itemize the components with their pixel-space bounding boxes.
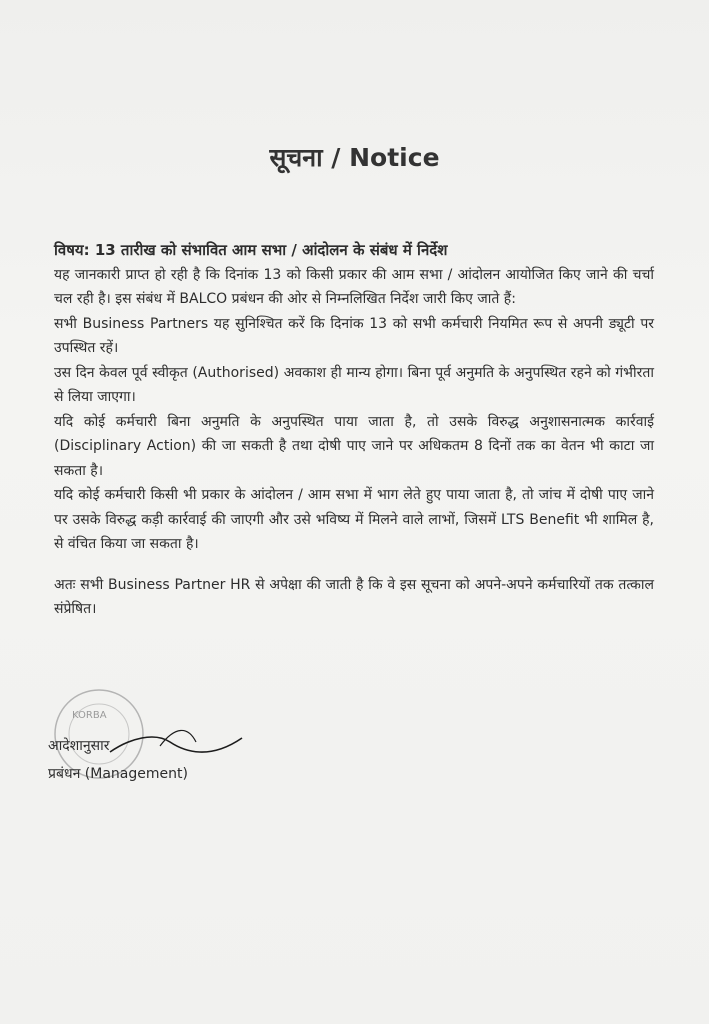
notice-paragraph-2: सभी Business Partners यह सुनिश्चित करें कि दिनांक 13 को सभी कर्मचारी नियमित रूप से अपनी ड्यूटी पर उपस्थित रहें। — [54, 315, 654, 356]
paragraph-spacer — [54, 557, 654, 573]
signature-department: प्रबंधन (Management) — [48, 766, 188, 782]
signature-stroke-icon — [100, 708, 250, 768]
notice-closing: अतः सभी Business Partner HR से अपेक्षा की जाती है कि वे इस सूचना को अपने-अपने कर्मचारियों तक तत्काल संप्रेषित। — [54, 576, 654, 617]
notice-subject: विषय: 13 तारीख को संभावित आम सभा / आंदोलन के संबंध में निर्देश — [54, 241, 448, 259]
notice-paragraph-1: यह जानकारी प्राप्त हो रही है कि दिनांक 13 को किसी प्रकार की आम सभा / आंदोलन आयोजित किए जाने की चर्चा चल रही है। इस संबंध में BALCO प्रबंधन की ओर से निम्नलिखित निर्देश जारी किए जाते हैं: — [54, 266, 654, 307]
notice-body — [54, 238, 654, 622]
signature-block — [40, 680, 230, 790]
notice-title: सूचना / Notice — [269, 143, 440, 172]
notice-paragraph-5: यदि कोई कर्मचारी किसी भी प्रकार के आंदोलन / आम सभा में भाग लेते हुए पाया जाता है, तो जांच में दोषी पाए जाने पर उसके विरुद्ध कड़ी कार्रवाई की जाएगी और उसे भविष्य में मिलने वाले लाभों, जिसमें LTS Benefit भी शामिल है, से वंचित किया जा सकता है। — [54, 487, 654, 552]
signature-authorization: आदेशानुसार — [48, 738, 110, 754]
notice-paragraph-4: यदि कोई कर्मचारी बिना अनुमति के अनुपस्थित पाया जाता है, तो उसके विरुद्ध अनुशासनात्मक कार्रवाई (Disciplinary Action) की जा सकती है तथा दोषी पाए जाने पर अधिकतम 8 दिनों तक का वेतन भी काटा जा सकता है। — [54, 413, 654, 479]
notice-paragraph-3: उस दिन केवल पूर्व स्वीकृत (Authorised) अवकाश ही मान्य होगा। बिना पूर्व अनुमति के अनुपस्थित रहने को गंभीरता से लिया जाएगा। — [54, 364, 654, 405]
svg-text:KORBA: KORBA — [72, 710, 107, 721]
